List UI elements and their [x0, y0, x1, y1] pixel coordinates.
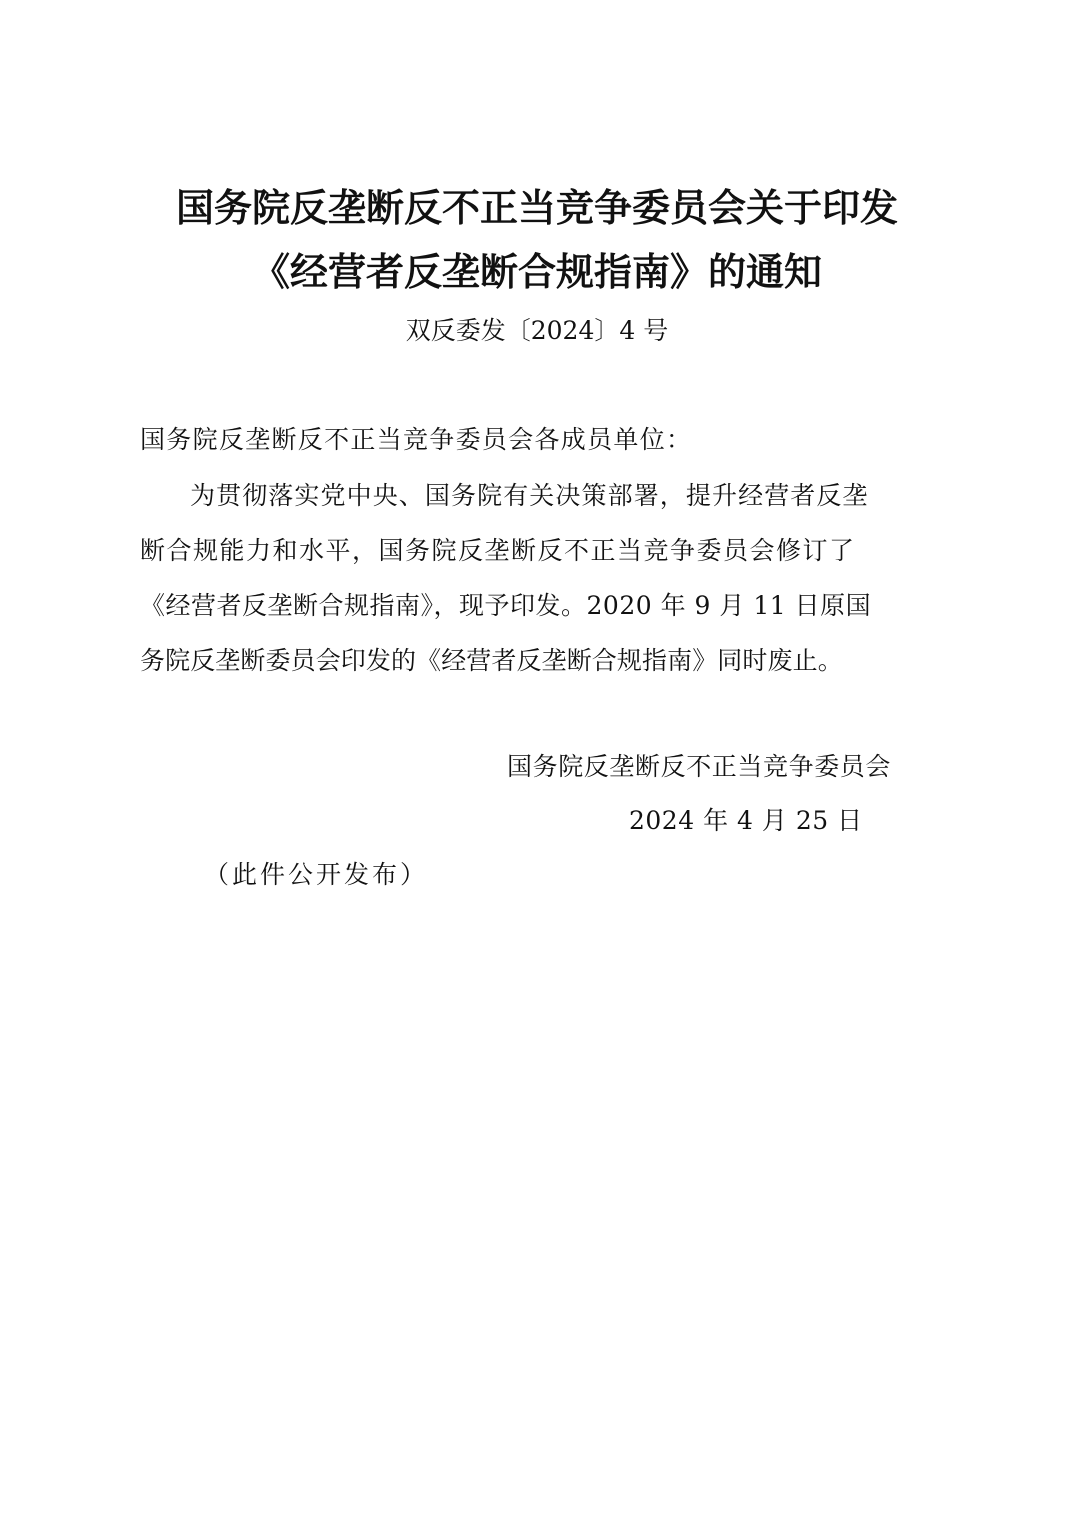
document-number: 双反委发〔2024〕4 号: [405, 316, 669, 345]
addressee: 国务院反垄断反不正当竞争委员会各成员单位：: [140, 425, 693, 454]
signature-organization: 国务院反垄断反不正当竞争委员会: [507, 752, 892, 781]
body-line-2: 断合规能力和水平，国务院反垄断反不正当竞争委员会修订了: [140, 536, 856, 565]
document-title-line-1: 国务院反垄断反不正当竞争委员会关于印发: [175, 186, 898, 230]
body-line-3: 《经营者反垄断合规指南》，现予印发。2020 年 9 月 11 日原国: [140, 591, 872, 620]
signature-date: 2024 年 4 月 25 日: [629, 806, 863, 835]
body-line-1: 为贯彻落实党中央、国务院有关决策部署，提升经营者反垄: [190, 481, 869, 510]
publication-note: （此件公开发布）: [204, 860, 429, 889]
document-title-line-2: 《经营者反垄断合规指南》的通知: [251, 250, 822, 294]
body-line-4: 务院反垄断委员会印发的《经营者反垄断合规指南》同时废止。: [140, 646, 843, 675]
